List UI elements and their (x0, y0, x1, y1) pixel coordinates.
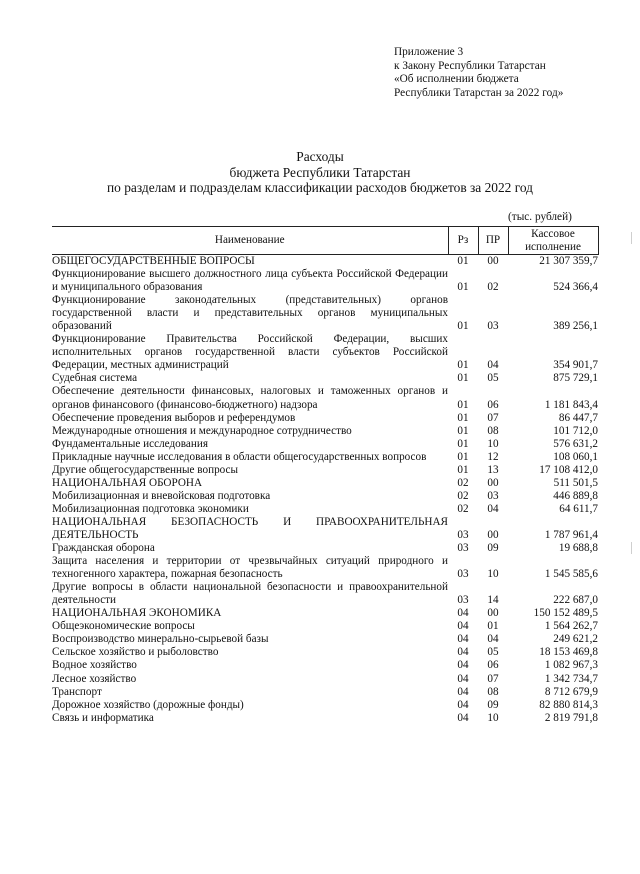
row-amount: 511 501,5 (553, 476, 598, 489)
row-amount: 1 181 843,4 (544, 398, 598, 411)
row-pr: 00 (487, 255, 499, 267)
row-rz: 01 (457, 359, 469, 372)
row-name: Судебная система (52, 372, 138, 385)
row-name: Водное хозяйство (52, 659, 137, 672)
row-rz: 04 (457, 711, 469, 724)
row-amount: 249 621,2 (553, 633, 598, 646)
row-name: Функционирование высшего должностного лица субъекта Российской Федерации и муниципального образования (52, 268, 448, 294)
row-amount: 150 152 489,5 (533, 607, 598, 620)
row-amount: 446 889,8 (553, 489, 598, 502)
row-name: Обеспечение проведения выборов и референдумов (52, 411, 296, 424)
table-row (52, 516, 598, 542)
row-rz: 01 (457, 281, 469, 294)
table-row (52, 268, 598, 294)
row-rz: 02 (457, 476, 469, 489)
table-row (52, 385, 598, 411)
row-amount: 64 611,7 (559, 502, 598, 515)
row-rz: 01 (457, 424, 469, 437)
table-row (52, 425, 598, 438)
row-amount: 1 545 585,6 (544, 568, 598, 581)
row-amount: 524 366,4 (553, 281, 598, 294)
row-pr: 08 (487, 424, 499, 437)
row-name: Другие вопросы в области национальной безопасности и правоохранительной деятельности (52, 581, 448, 607)
row-name: НАЦИОНАЛЬНАЯ БЕЗОПАСНОСТЬ И ПРАВООХРАНИТЕЛЬНАЯ ДЕЯТЕЛЬНОСТЬ (52, 515, 448, 541)
row-rz: 01 (457, 411, 469, 424)
table-row (52, 503, 598, 516)
expenses-table (52, 226, 599, 725)
row-rz: 04 (457, 620, 469, 633)
row-pr: 09 (487, 542, 499, 555)
row-rz: 01 (457, 463, 469, 476)
row-pr: 10 (487, 568, 499, 581)
table-row (52, 646, 598, 659)
row-pr: 02 (487, 281, 499, 294)
row-amount: 108 060,1 (553, 450, 598, 463)
scan-mark (631, 542, 632, 554)
table-row (52, 372, 598, 385)
row-pr: 08 (487, 685, 499, 698)
row-amount: 1 342 734,7 (544, 672, 598, 685)
row-name: ОБЩЕГОСУДАРСТВЕННЫЕ ВОПРОСЫ (52, 255, 255, 267)
row-rz: 03 (457, 542, 469, 555)
row-pr: 04 (487, 359, 499, 372)
row-name: Фундаментальные исследования (52, 437, 208, 450)
table-row (52, 333, 598, 372)
row-name: Функционирование законодательных (представительных) органов государственной власти и представительных органов муниципальных образований (52, 294, 448, 333)
table-row (52, 659, 598, 672)
table-row (52, 438, 598, 451)
row-pr: 03 (487, 320, 499, 333)
row-rz: 01 (457, 372, 469, 385)
appendix-line: к Закону Республики Татарстан (394, 59, 546, 72)
table-row (52, 255, 598, 269)
document-title (0, 149, 640, 196)
table-row (52, 607, 598, 620)
appendix-line: Республики Татарстан за 2022 год» (394, 86, 564, 99)
appendix-line: «Об исполнении бюджета (394, 73, 519, 86)
title-line: по разделам и подразделам классификации расходов бюджетов за 2022 год (107, 180, 533, 196)
row-amount: 222 687,0 (553, 594, 598, 607)
row-amount: 21 307 359,7 (539, 255, 598, 267)
row-rz: 04 (457, 672, 469, 685)
row-pr: 13 (487, 463, 499, 476)
table-row (52, 464, 598, 477)
table-header-row (52, 227, 598, 255)
row-name: Гражданская оборона (52, 542, 155, 555)
scan-mark (631, 232, 632, 244)
row-amount: 1 564 262,7 (544, 620, 598, 633)
row-pr: 10 (487, 437, 499, 450)
row-pr: 00 (487, 528, 499, 541)
table-row (52, 542, 598, 555)
row-rz: 01 (457, 450, 469, 463)
row-amount: 2 819 791,8 (544, 711, 598, 724)
row-name: Функционирование Правительства Российской Федерации, высших исполнительных органов государственной власти субъектов Российской Федерации, местных администраций (52, 333, 448, 372)
row-pr: 03 (487, 489, 499, 502)
table-row (52, 581, 598, 607)
row-amount: 18 153 469,8 (539, 646, 598, 659)
row-name: Защита населения и территории от чрезвычайных ситуаций природного и техногенного характера, пожарная безопасность (52, 555, 448, 581)
table-row (52, 633, 598, 646)
appendix-line: Приложение 3 (394, 46, 464, 58)
row-pr: 01 (487, 620, 499, 633)
row-pr: 06 (487, 398, 499, 411)
table-row (52, 673, 598, 686)
table-row (52, 555, 598, 581)
row-rz: 04 (457, 698, 469, 711)
row-amount: 86 447,7 (558, 411, 598, 424)
row-amount: 8 712 679,9 (544, 685, 598, 698)
table-row (52, 451, 598, 464)
row-name: Воспроизводство минерально-сырьевой базы (52, 633, 269, 646)
row-name: Другие общегосударственные вопросы (52, 463, 239, 476)
table-row (52, 412, 598, 425)
row-rz: 01 (457, 398, 469, 411)
row-rz: 04 (457, 633, 469, 646)
title-line: Расходы (296, 149, 344, 164)
row-rz: 03 (457, 568, 469, 581)
row-pr: 05 (487, 372, 499, 385)
row-rz: 01 (457, 437, 469, 450)
row-amount: 1 787 961,4 (544, 528, 598, 541)
row-name: Обеспечение деятельности финансовых, налоговых и таможенных органов и органов финансового (финансово-бюджетного) надзора (52, 385, 448, 411)
row-amount: 19 688,8 (558, 542, 598, 555)
table-row (52, 699, 598, 712)
row-amount: 354 901,7 (553, 359, 598, 372)
row-pr: 00 (487, 607, 499, 620)
row-name: Лесное хозяйство (52, 672, 137, 685)
row-rz: 04 (457, 646, 469, 659)
table-row (52, 294, 598, 333)
row-amount: 875 729,1 (553, 372, 598, 385)
appendix-note (394, 46, 634, 100)
row-rz: 04 (457, 685, 469, 698)
row-pr: 06 (487, 659, 499, 672)
header-name: Наименование (52, 227, 448, 255)
row-name: Дорожное хозяйство (дорожные фонды) (52, 698, 244, 711)
row-pr: 04 (487, 633, 499, 646)
row-name: Прикладные научные исследования в области общегосударственных вопросов (52, 450, 427, 463)
row-amount: 17 108 412,0 (539, 463, 598, 476)
row-name: Сельское хозяйство и рыболовство (52, 646, 219, 659)
row-rz: 01 (457, 320, 469, 333)
row-rz: 03 (457, 528, 469, 541)
header-rz: Рз (448, 227, 478, 255)
row-rz: 03 (457, 594, 469, 607)
row-pr: 04 (487, 502, 499, 515)
title-line: бюджета Республики Татарстан (229, 164, 411, 180)
row-name: Международные отношения и международное сотрудничество (52, 424, 352, 437)
row-name: Общеэкономические вопросы (52, 620, 195, 633)
row-pr: 07 (487, 672, 499, 685)
table-body (52, 255, 598, 725)
header-pr: ПР (478, 227, 508, 255)
row-amount: 576 631,2 (553, 437, 598, 450)
units-label: (тыс. рублей) (508, 211, 572, 223)
row-name: Связь и информатика (52, 711, 154, 724)
row-amount: 389 256,1 (553, 320, 598, 333)
table-row (52, 712, 598, 725)
row-name: Мобилизационная подготовка экономики (52, 502, 249, 515)
row-rz: 02 (457, 502, 469, 515)
row-name: Транспорт (52, 685, 102, 698)
table-row (52, 477, 598, 490)
row-pr: 00 (487, 476, 499, 489)
row-name: НАЦИОНАЛЬНАЯ ЭКОНОМИКА (52, 607, 222, 620)
row-amount: 1 082 967,3 (544, 659, 598, 672)
row-name: Мобилизационная и вневойсковая подготовка (52, 489, 271, 502)
row-pr: 09 (487, 698, 499, 711)
row-pr: 07 (487, 411, 499, 424)
table-row (52, 490, 598, 503)
header-cash: Кассовое исполнение (508, 227, 598, 255)
row-rz: 01 (457, 255, 469, 267)
table-row (52, 686, 598, 699)
row-amount: 82 880 814,3 (539, 698, 598, 711)
row-pr: 14 (487, 594, 499, 607)
row-pr: 12 (487, 450, 499, 463)
row-amount: 101 712,0 (553, 424, 598, 437)
row-rz: 04 (457, 659, 469, 672)
row-rz: 04 (457, 607, 469, 620)
row-pr: 05 (487, 646, 499, 659)
table-row (52, 620, 598, 633)
row-pr: 10 (487, 711, 499, 724)
row-name: НАЦИОНАЛЬНАЯ ОБОРОНА (52, 476, 203, 489)
row-rz: 02 (457, 489, 469, 502)
